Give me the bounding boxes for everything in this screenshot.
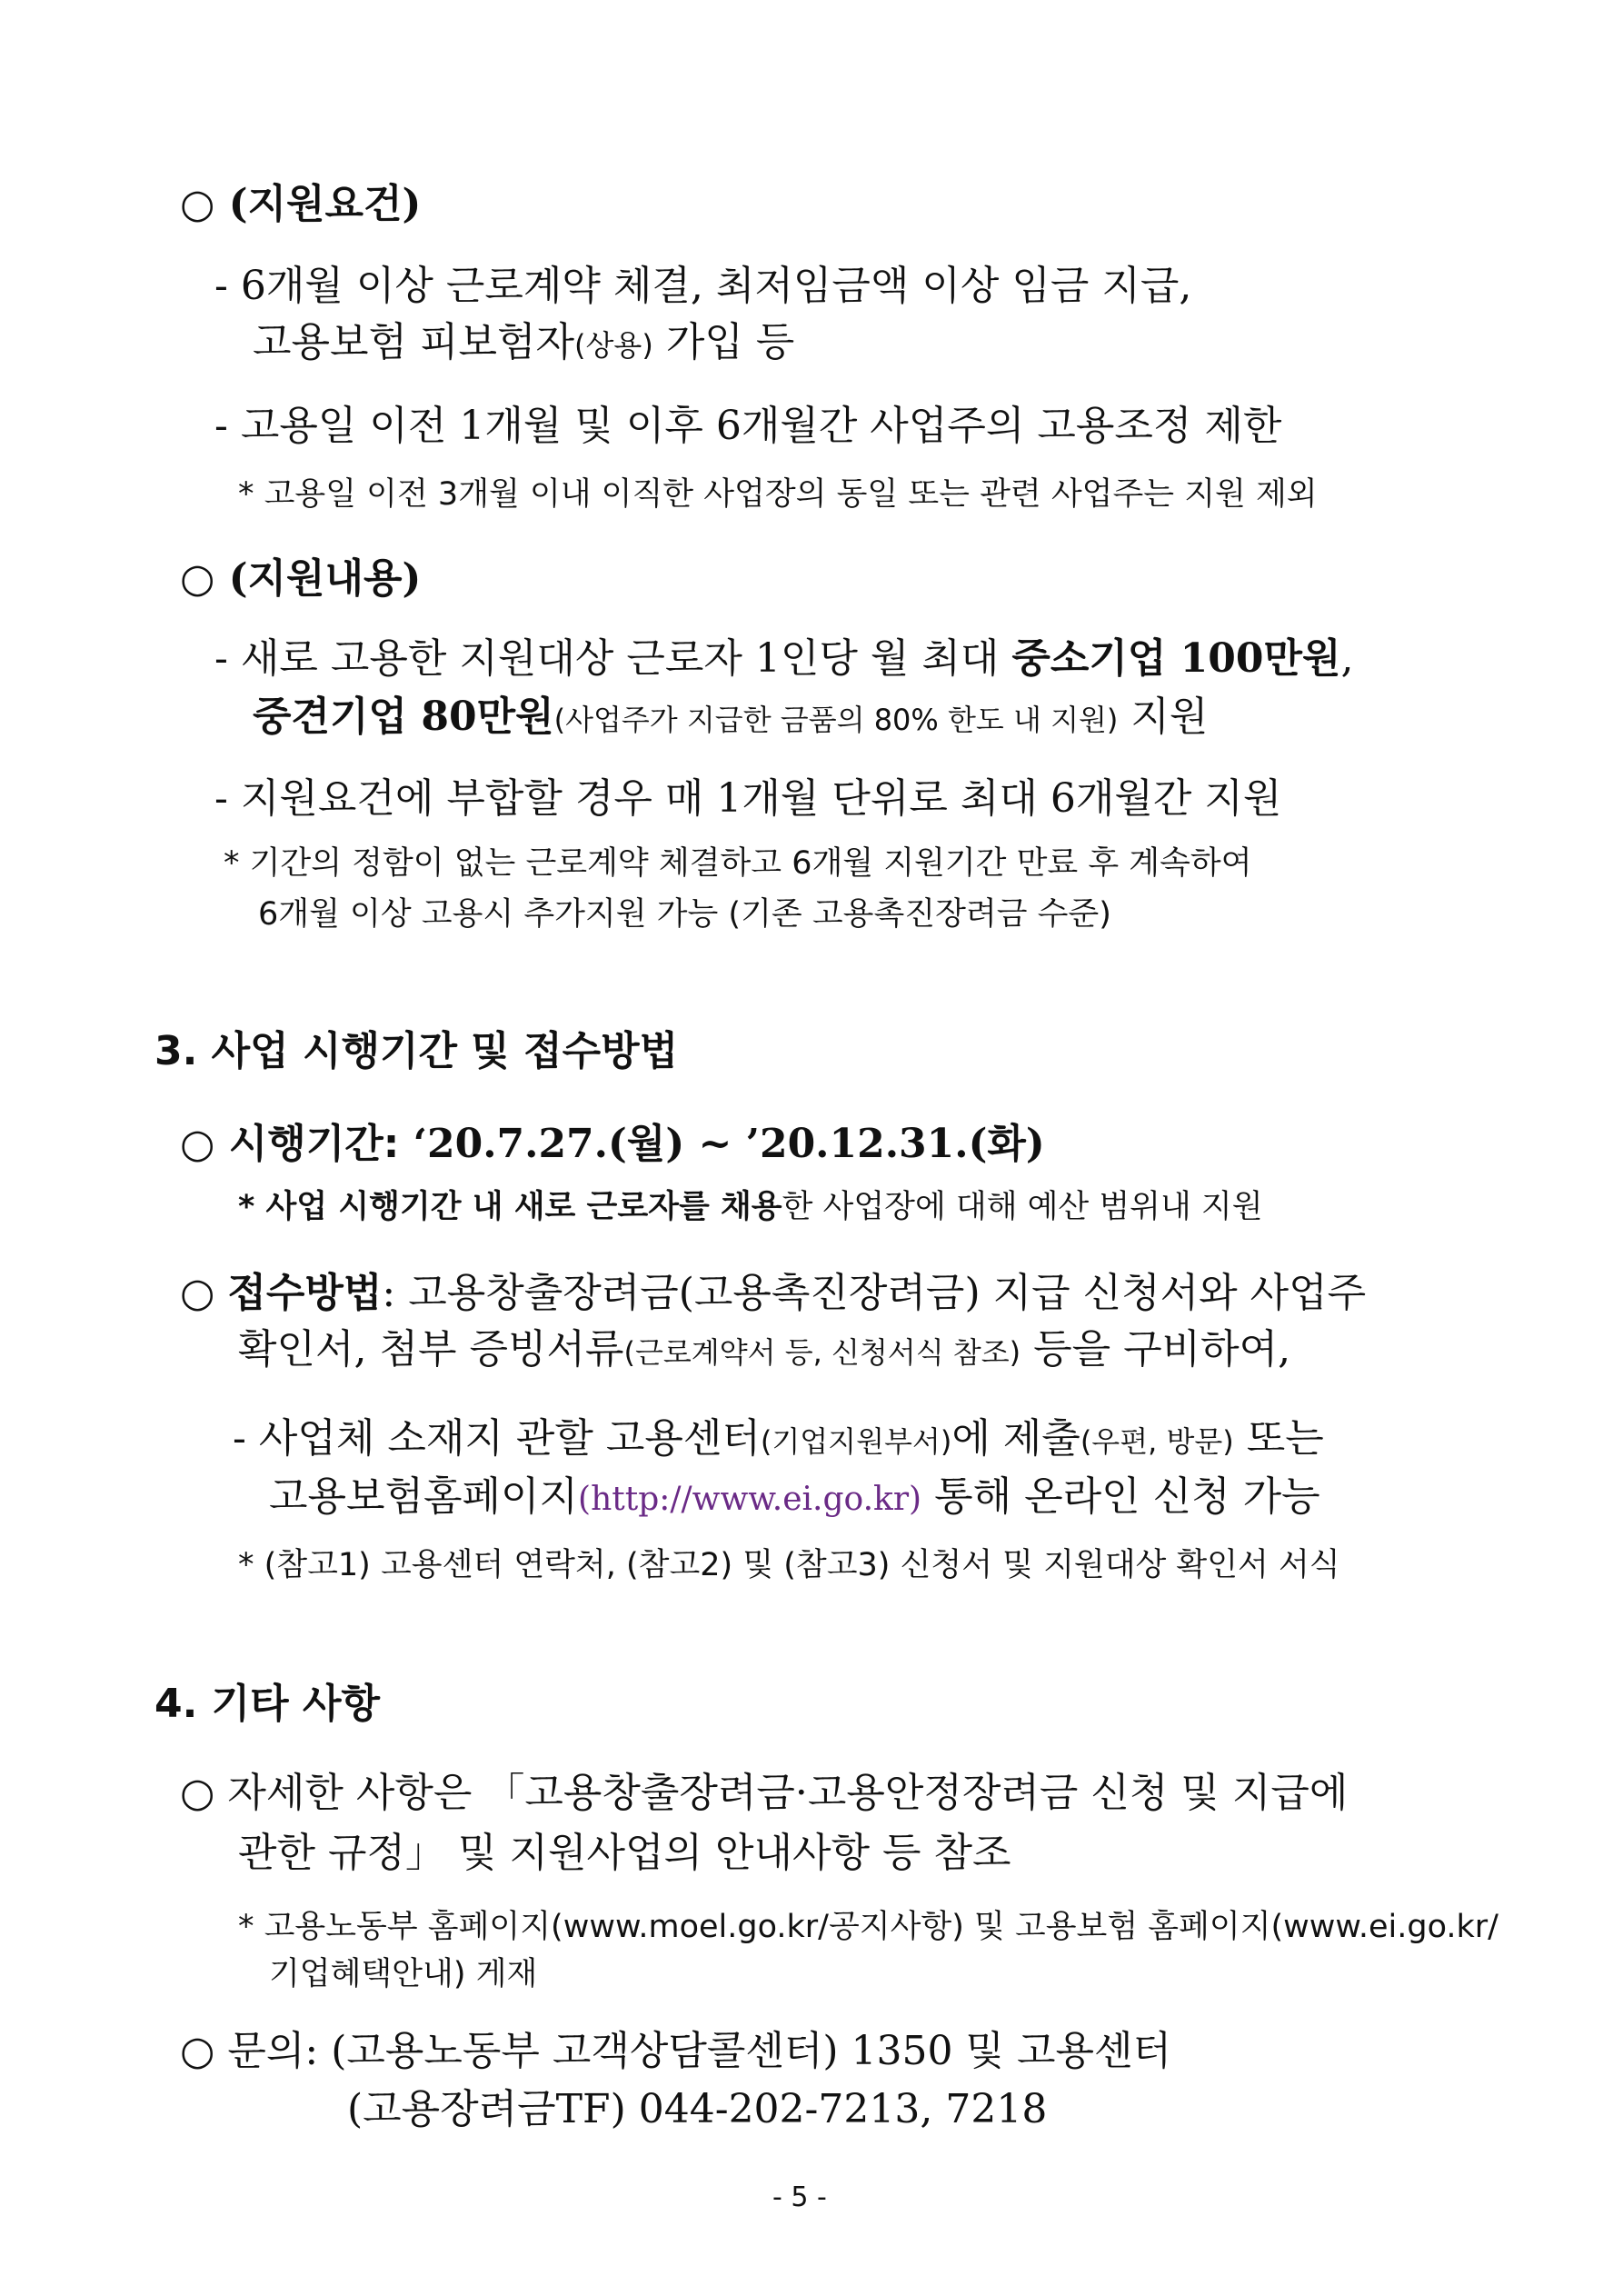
method-bullet: ○: [180, 1270, 228, 1316]
method-line-b: [238, 1316, 1290, 1374]
method-line-a: [180, 1260, 1366, 1318]
method-b-text: 확인서, 첨부 증빙서류: [238, 1326, 624, 1373]
contact-line-a: ○ 문의: (고용노동부 고객상담콜센터) 1350 및 고용센터: [180, 2028, 1172, 2074]
page-number: - 5 -: [772, 2181, 827, 2213]
content-line-1b: [253, 684, 1208, 742]
submit-b-tail: 통해 온라인 신청 가능: [921, 1473, 1320, 1520]
requirement-line-2: - 고용일 이전 1개월 및 이후 6개월간 사업주의 고용조정 제한: [214, 403, 1282, 449]
submit-line-a: [233, 1405, 1324, 1463]
support-content-heading: ○ (지원내용): [180, 555, 422, 602]
method-b-tail: 등을 구비하여,: [1021, 1326, 1291, 1373]
section-3-title: 3. 사업 시행기간 및 접수방법: [154, 1028, 679, 1074]
content-note-a: * 기간의 정함이 없는 근로계약 체결하고 6개월 지원기간 만료 후 계속하여: [224, 845, 1252, 882]
period-label: ○ 시행기간:: [180, 1121, 413, 1167]
contact-line-b: (고용장려금TF) 044-202-7213, 7218: [347, 2086, 1048, 2132]
submit-b-text: 고용보험홈페이지: [269, 1473, 579, 1520]
submit-text-3: 또는: [1233, 1415, 1324, 1462]
submit-small-2: (우편, 방문): [1080, 1424, 1234, 1459]
period-line: [180, 1111, 1045, 1169]
submit-text-2: 에 제출: [951, 1415, 1080, 1462]
content-text: - 새로 고용한 지원대상 근로자 1인당 월 최대: [214, 635, 1012, 682]
content-small: (사업주가 지급한 금품의 80% 한도 내 지원): [553, 703, 1119, 737]
period-note: [238, 1182, 1263, 1227]
website-note-a: * 고용노동부 홈페이지(www.moel.go.kr/공지사항) 및 고용보험 홈페이지(www.ei.go.kr/: [238, 1909, 1499, 1945]
detail-line-b: 관한 규정」 및 지원사업의 안내사항 등 참조: [238, 1830, 1011, 1876]
method-b-small: (근로계약서 등, 신청서식 참조): [623, 1335, 1021, 1370]
content-bold-midsize: 중견기업 80만원: [253, 694, 554, 740]
method-label: 접수방법: [227, 1270, 383, 1316]
requirement-line-1: - 6개월 이상 근로계약 체결, 최저임금액 이상 임금 지급,: [214, 263, 1192, 309]
submit-small-1: (기업지원부서): [760, 1424, 952, 1459]
ei-homepage-link[interactable]: (http://www.ei.go.kr): [578, 1481, 922, 1518]
requirement-text: 고용보험 피보험자: [253, 319, 575, 365]
support-requirements-heading: ○ (지원요건): [180, 181, 422, 227]
period-note-bold: * 사업 시행기간 내 새로 근로자를 채용: [238, 1189, 782, 1225]
requirement-tail: 가입 등: [652, 319, 795, 365]
requirement-note: * 고용일 이전 3개월 이내 이직한 사업장의 동일 또는 관련 사업주는 지원 제외: [238, 476, 1318, 513]
content-tail: 지원: [1118, 694, 1209, 740]
content-note-b: 6개월 이상 고용시 추가지원 가능 (기존 고용촉진장려금 수준): [258, 896, 1111, 933]
submit-text-1: - 사업체 소재지 관할 고용센터: [233, 1415, 761, 1462]
period-value: ‘20.7.27.(월) ~ ’20.12.31.(화): [413, 1121, 1045, 1167]
requirement-small: (상용): [574, 328, 653, 363]
content-line-2: - 지원요건에 부합할 경우 매 1개월 단위로 최대 6개월간 지원: [214, 775, 1282, 822]
reference-note: * (참고1) 고용센터 연락처, (참고2) 및 (참고3) 신청서 및 지원대상 확인서 서식: [238, 1547, 1340, 1583]
detail-line-a: ○ 자세한 사항은 「고용창출장려금·고용안정장려금 신청 및 지급에: [180, 1770, 1349, 1816]
period-note-tail: 한 사업장에 대해 예산 범위내 지원: [782, 1189, 1263, 1225]
website-note-b: 기업혜택안내) 게재: [269, 1956, 538, 1992]
method-text: : 고용창출장려금(고용촉진장려금) 지급 신청서와 사업주: [382, 1270, 1367, 1316]
section-4-title: 4. 기타 사항: [154, 1681, 380, 1727]
content-line-1: [214, 625, 1354, 684]
content-bold-sme: 중소기업 100만원: [1011, 635, 1341, 682]
submit-line-b: [269, 1463, 1320, 1522]
requirement-line-1b: [253, 309, 794, 367]
content-comma: ,: [1340, 635, 1354, 682]
